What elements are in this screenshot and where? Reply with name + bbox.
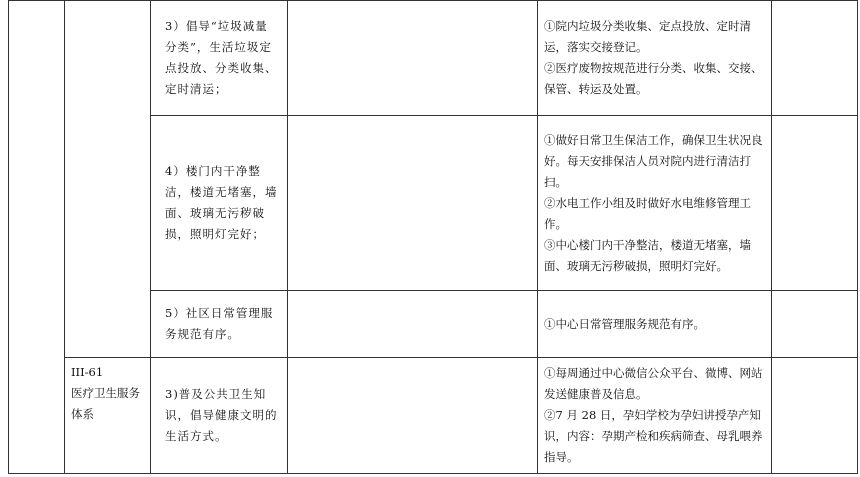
result-cell	[538, 291, 772, 358]
empty-cell	[772, 116, 858, 291]
evaluation-table	[8, 0, 858, 474]
empty-cell	[288, 116, 538, 291]
result-item: ②水电工作小组及时做好水电维修管理工作。	[544, 195, 751, 231]
empty-cell	[772, 358, 858, 474]
table-row	[9, 1, 858, 116]
empty-cell	[288, 1, 538, 116]
result-item: ①院内垃圾分类收集、定点投放、定时清运，落实交接登记。	[544, 19, 751, 54]
result-item: ②医疗废物按规范进行分类、收集、交接、保管、转运及处置。	[544, 61, 763, 96]
index-cell	[65, 358, 151, 474]
result-item: ②7 月 28 日，孕妇学校为孕妇讲授孕产知识，内容：孕期产检和疾病筛查、母乳喂养指导。	[544, 408, 763, 464]
empty-cell	[772, 1, 858, 116]
index-cell-empty	[65, 1, 151, 358]
item-category: 医疗卫生服务体系	[71, 386, 140, 421]
result-cell	[538, 116, 772, 291]
result-item: ③中心楼门内干净整洁，楼道无堵塞，墙面、玻璃无污秽破损，照明灯完好。	[544, 237, 751, 273]
requirement-cell: 3)普及公共卫生知识，倡导健康文明的生活方式。	[151, 358, 288, 474]
result-item: ①每周通过中心微信公众平台、微博、网站发送健康普及信息。	[544, 366, 763, 401]
result-item: ①做好日常卫生保洁工作，确保卫生状况良好。每天安排保洁人员对院内进行清洁打扫。	[544, 132, 763, 189]
requirement-cell: 3）倡导“垃圾减量分类”，生活垃圾定点投放、分类收集、定时清运；	[151, 1, 288, 116]
requirement-cell: 5）社区日常管理服务规范有序。	[151, 291, 288, 358]
empty-cell	[288, 358, 538, 474]
requirement-cell: 4）楼门内干净整洁，楼道无堵塞，墙面、玻璃无污秽破损，照明灯完好；	[151, 116, 288, 291]
result-cell	[538, 1, 772, 116]
item-index: III-61	[71, 365, 104, 379]
empty-cell	[288, 291, 538, 358]
table-row	[9, 358, 858, 474]
outer-left-cell	[9, 1, 65, 474]
empty-cell	[772, 291, 858, 358]
result-item: ①中心日常管理服务规范有序。	[544, 316, 705, 331]
result-cell	[538, 358, 772, 474]
